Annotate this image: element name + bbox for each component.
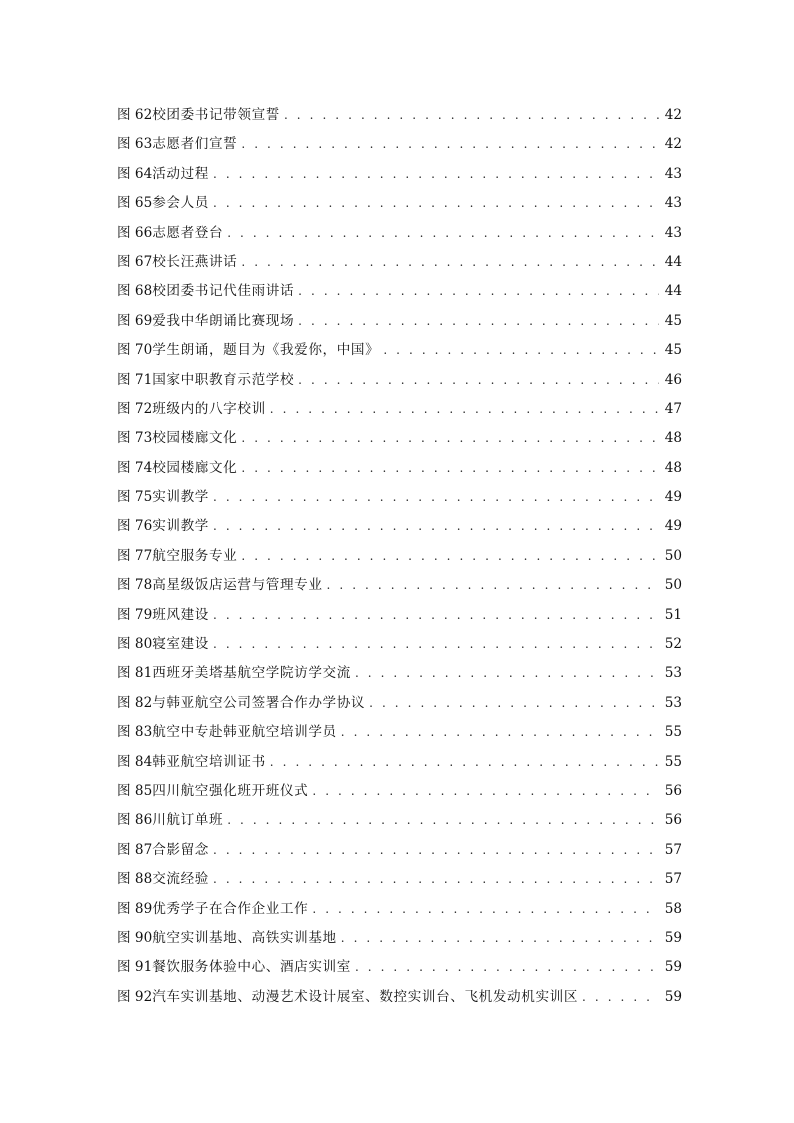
dot-leader [213, 601, 659, 630]
figure-caption: 活动过程 [152, 165, 209, 182]
dot-leader [327, 571, 659, 600]
figure-caption: 班级内的八字校训 [152, 400, 266, 417]
toc-entry[interactable] [117, 659, 682, 688]
figure-number: 图 73 [117, 430, 153, 447]
toc-entry[interactable] [117, 336, 682, 365]
page-number: 56 [664, 812, 682, 829]
toc-entry[interactable] [117, 601, 682, 630]
figure-caption: 西班牙美塔基航空学院访学交流 [152, 665, 351, 682]
dot-leader [341, 924, 659, 953]
dot-leader [241, 248, 659, 277]
toc-entry[interactable] [117, 101, 682, 130]
dot-leader [582, 983, 659, 1012]
page-number: 45 [664, 342, 682, 359]
figure-caption: 合影留念 [152, 841, 209, 858]
figure-number: 图 79 [117, 606, 153, 623]
figure-number: 图 81 [117, 665, 153, 682]
dot-leader [369, 689, 659, 718]
figure-number: 图 74 [117, 459, 153, 476]
dot-leader [213, 160, 659, 189]
page-number: 58 [664, 900, 682, 917]
toc-entry[interactable] [117, 806, 682, 835]
toc-entry[interactable] [117, 424, 682, 453]
dot-leader [312, 895, 659, 924]
page-number: 43 [664, 165, 682, 182]
page-number: 51 [664, 606, 682, 623]
toc-entry[interactable] [117, 895, 682, 924]
page-number: 45 [664, 312, 682, 329]
dot-leader [312, 777, 659, 806]
toc-entry[interactable] [117, 366, 682, 395]
dot-leader [213, 483, 659, 512]
toc-entry[interactable] [117, 395, 682, 424]
toc-entry[interactable] [117, 248, 682, 277]
figure-caption: 志愿者们宣誓 [152, 136, 238, 153]
figure-number: 图 80 [117, 636, 153, 653]
dot-leader [241, 454, 659, 483]
dot-leader [355, 659, 659, 688]
page-number: 56 [664, 782, 682, 799]
toc-entry[interactable] [117, 189, 682, 218]
page-number: 44 [664, 283, 682, 300]
dot-leader [213, 836, 659, 865]
dot-leader [213, 189, 659, 218]
page-number: 57 [664, 841, 682, 858]
figure-caption: 航空中专赴韩亚航空培训学员 [152, 724, 337, 741]
figure-number: 图 67 [117, 253, 153, 270]
figure-caption: 韩亚航空培训证书 [152, 753, 266, 770]
figure-number: 图 82 [117, 694, 153, 711]
toc-entry[interactable] [117, 630, 682, 659]
dot-leader [298, 366, 659, 395]
figure-number: 图 71 [117, 371, 153, 388]
figure-caption: 航空服务专业 [152, 547, 238, 564]
figure-caption: 餐饮服务体验中心、酒店实训室 [152, 959, 351, 976]
page-number: 46 [664, 371, 682, 388]
figure-caption: 校园楼廊文化 [152, 459, 238, 476]
toc-entry[interactable] [117, 571, 682, 600]
figure-caption: 交流经验 [152, 871, 209, 888]
dot-leader [298, 307, 659, 336]
figure-number: 图 70 [117, 342, 153, 359]
dot-leader [298, 277, 659, 306]
figure-number: 图 89 [117, 900, 153, 917]
figure-number: 图 72 [117, 400, 153, 417]
dot-leader [383, 336, 659, 365]
figure-caption: 参会人员 [152, 195, 209, 212]
toc-entry[interactable] [117, 160, 682, 189]
figure-caption: 高星级饭店运营与管理专业 [152, 577, 323, 594]
dot-leader [270, 395, 659, 424]
toc-entry[interactable] [117, 865, 682, 894]
toc-entry[interactable] [117, 836, 682, 865]
figure-number: 图 78 [117, 577, 153, 594]
figure-number: 图 88 [117, 871, 153, 888]
figure-number: 图 85 [117, 782, 153, 799]
figure-caption: 与韩亚航空公司签署合作办学协议 [152, 694, 366, 711]
toc-entry[interactable] [117, 748, 682, 777]
figure-number: 图 86 [117, 812, 153, 829]
figure-caption: 校团委书记代佳雨讲话 [152, 283, 295, 300]
toc-entry[interactable] [117, 219, 682, 248]
page-number: 43 [664, 195, 682, 212]
page-number: 42 [664, 107, 682, 123]
figure-caption: 校长汪燕讲话 [152, 253, 238, 270]
figure-number: 图 87 [117, 841, 153, 858]
dot-leader [227, 219, 659, 248]
dot-leader [341, 718, 659, 747]
figure-caption: 志愿者登台 [152, 224, 224, 241]
figure-caption: 汽车实训基地、动漫艺术设计展室、数控实训台、飞机发动机实训区 [152, 988, 579, 1005]
page-number: 53 [664, 665, 682, 682]
figure-number: 图 91 [117, 959, 153, 976]
figure-caption: 寝室建设 [152, 636, 209, 653]
figure-number: 图 83 [117, 724, 153, 741]
page-number: 49 [664, 489, 682, 506]
figure-caption: 航空实训基地、高铁实训基地 [152, 929, 337, 946]
page-number: 50 [664, 547, 682, 564]
toc-entry[interactable] [117, 512, 682, 541]
page-number: 44 [664, 253, 682, 270]
figure-caption: 四川航空强化班开班仪式 [152, 782, 309, 799]
figure-number: 图 64 [117, 165, 153, 182]
toc-entry[interactable] [117, 542, 682, 571]
figure-number: 图 63 [117, 136, 153, 153]
figure-caption: 校团委书记带领宣誓 [152, 107, 280, 123]
figure-number: 图 77 [117, 547, 153, 564]
figure-number: 图 90 [117, 929, 153, 946]
page-number: 43 [664, 224, 682, 241]
figure-caption: 优秀学子在合作企业工作 [152, 900, 309, 917]
figure-number: 图 68 [117, 283, 153, 300]
figure-caption: 学生朗诵，题目为《我爱你，中国》 [152, 342, 380, 359]
figure-number: 图 62 [117, 107, 153, 123]
toc-entry[interactable] [117, 483, 682, 512]
dot-leader [213, 630, 659, 659]
page-number: 59 [664, 929, 682, 946]
page-number: 49 [664, 518, 682, 535]
page-number: 57 [664, 871, 682, 888]
toc-entry[interactable] [117, 689, 682, 718]
page-number: 53 [664, 694, 682, 711]
page-number: 47 [664, 400, 682, 417]
figure-number: 图 92 [117, 988, 153, 1005]
dot-leader [227, 806, 659, 835]
dot-leader [241, 424, 659, 453]
dot-leader [270, 748, 659, 777]
toc-entry[interactable] [117, 130, 682, 159]
page-number: 52 [664, 636, 682, 653]
page-number: 48 [664, 430, 682, 447]
figure-number: 图 69 [117, 312, 153, 329]
dot-leader [284, 101, 659, 130]
page-number: 59 [664, 959, 682, 976]
page-number: 50 [664, 577, 682, 594]
figure-caption: 实训教学 [152, 518, 209, 535]
figure-number: 图 66 [117, 224, 153, 241]
toc-entry[interactable] [117, 307, 682, 336]
toc-entry[interactable] [117, 953, 682, 982]
toc-entry[interactable] [117, 983, 682, 1012]
dot-leader [213, 512, 659, 541]
table-of-figures [117, 101, 682, 1012]
dot-leader [213, 865, 659, 894]
figure-caption: 校园楼廊文化 [152, 430, 238, 447]
page-number: 48 [664, 459, 682, 476]
toc-entry[interactable] [117, 277, 682, 306]
figure-number: 图 75 [117, 489, 153, 506]
page-number: 55 [664, 753, 682, 770]
figure-caption: 爱我中华朗诵比赛现场 [152, 312, 295, 329]
page-number: 55 [664, 724, 682, 741]
dot-leader [241, 130, 659, 159]
figure-number: 图 76 [117, 518, 153, 535]
figure-number: 图 84 [117, 753, 153, 770]
dot-leader [241, 542, 659, 571]
figure-caption: 川航订单班 [152, 812, 224, 829]
page-number: 42 [664, 136, 682, 153]
toc-entry[interactable] [117, 718, 682, 747]
page-number: 59 [664, 988, 682, 1005]
toc-entry[interactable] [117, 924, 682, 953]
toc-entry[interactable] [117, 777, 682, 806]
figure-caption: 实训教学 [152, 489, 209, 506]
figure-number: 图 65 [117, 195, 153, 212]
figure-caption: 班风建设 [152, 606, 209, 623]
figure-caption: 国家中职教育示范学校 [152, 371, 295, 388]
dot-leader [355, 953, 659, 982]
toc-entry[interactable] [117, 454, 682, 483]
